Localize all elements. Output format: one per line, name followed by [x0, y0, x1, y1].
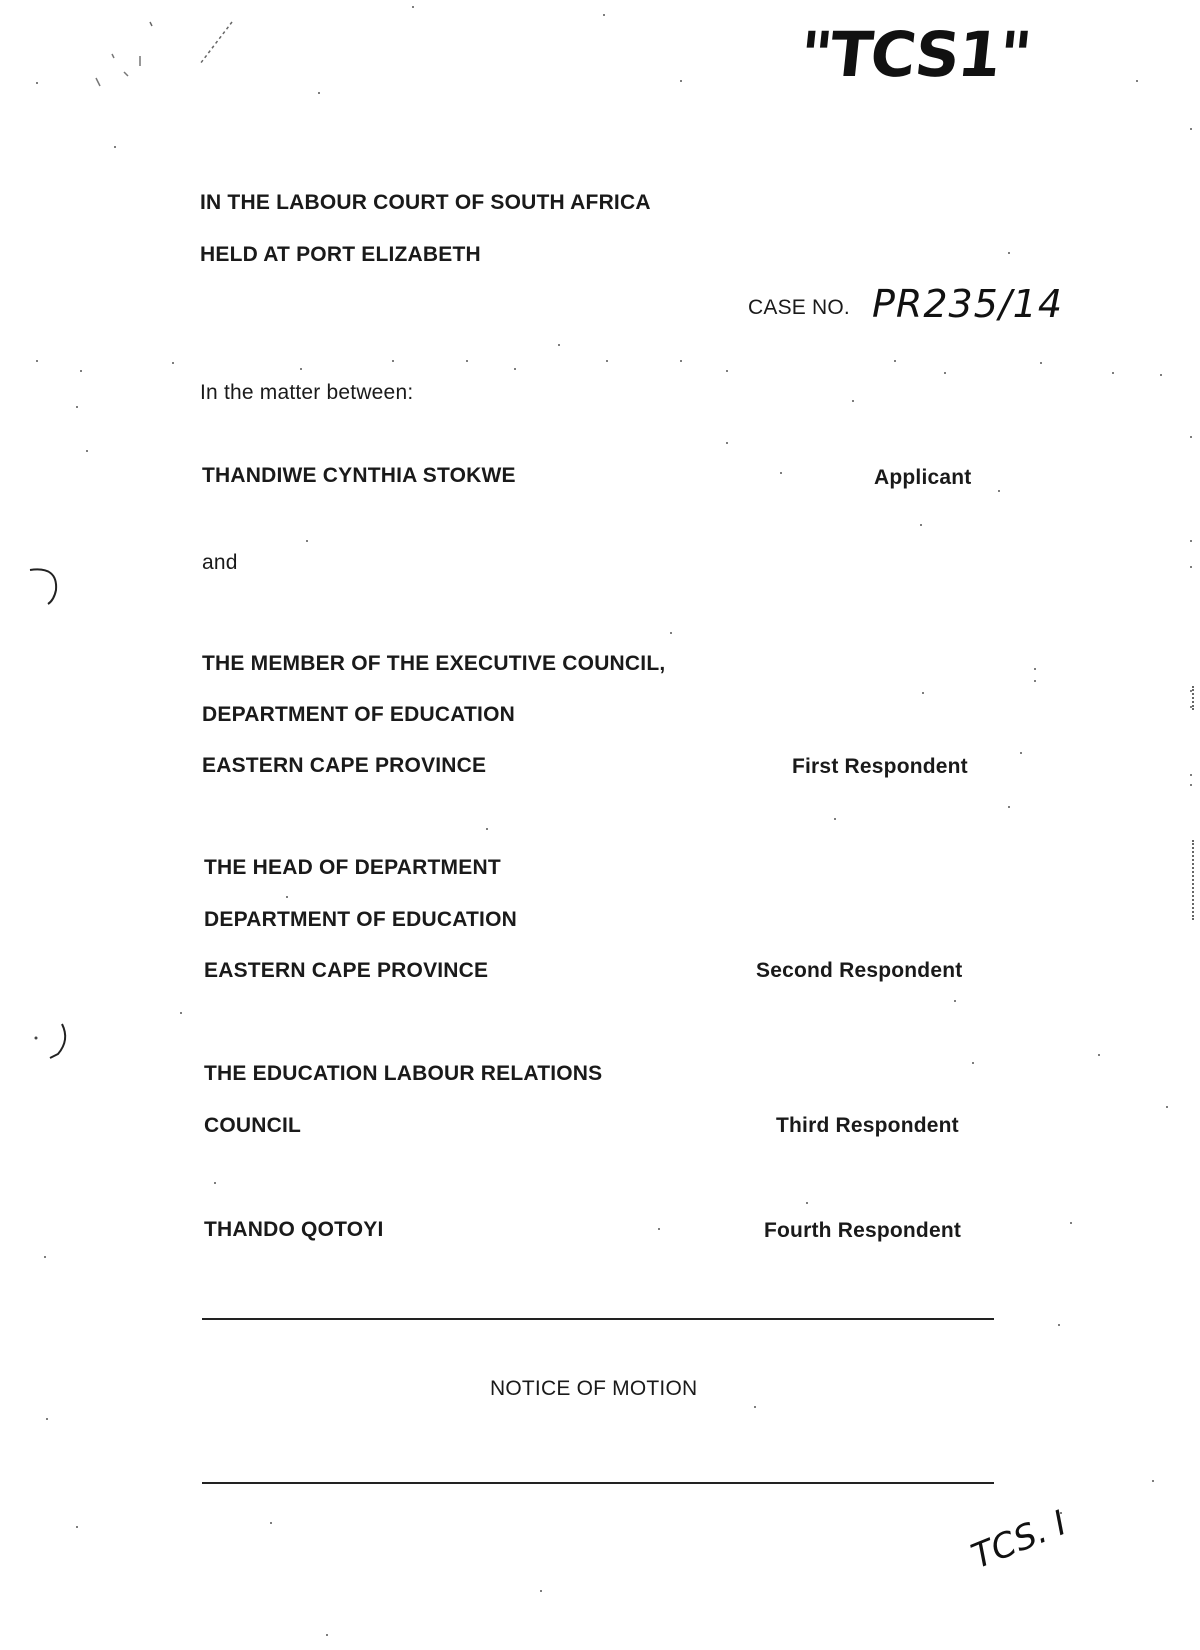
scan-speck: [754, 1406, 756, 1408]
respondent-4-role: Fourth Respondent: [764, 1219, 962, 1242]
scan-speck: [780, 472, 782, 474]
scan-speck: [1058, 1324, 1060, 1326]
scan-speck: [466, 360, 468, 362]
scan-speck: [680, 80, 682, 82]
scan-speck: [1152, 1480, 1154, 1482]
scan-speck: [180, 1012, 182, 1014]
case-number-label: CASE NO.: [748, 296, 850, 319]
scan-speck: [726, 442, 728, 444]
scan-speck: [540, 1590, 542, 1592]
scan-speck: [558, 344, 560, 346]
scan-speck: [1040, 362, 1042, 364]
scan-speck: [852, 400, 854, 402]
scan-speck: [922, 692, 924, 694]
court-location: HELD AT PORT ELIZABETH: [200, 243, 481, 266]
scan-speck: [318, 92, 320, 94]
scan-speck: [1190, 128, 1192, 130]
scan-speck: [1008, 806, 1010, 808]
scan-speck: [172, 362, 174, 364]
scan-speck: [412, 6, 414, 8]
scan-speck: [670, 632, 672, 634]
scan-speck: [680, 360, 682, 362]
scan-speck: [44, 1256, 46, 1258]
respondent-2-line-3: EASTERN CAPE PROVINCE: [204, 959, 489, 982]
scan-speck: [486, 828, 488, 830]
scan-speck: [1166, 1106, 1168, 1108]
scan-speck: [726, 370, 728, 372]
applicant-name: THANDIWE CYNTHIA STOKWE: [202, 464, 516, 487]
exhibit-mark-tcs1: "TCS1": [796, 18, 1034, 91]
scan-speck: [514, 368, 516, 370]
respondent-2-line-1: THE HEAD OF DEPARTMENT: [204, 856, 501, 879]
punch-hole-marks: [0, 0, 90, 1100]
respondent-1-line-3: EASTERN CAPE PROVINCE: [202, 754, 487, 777]
scan-speck: [1190, 774, 1192, 776]
scan-speck: [306, 540, 308, 542]
scan-speck: [1190, 566, 1192, 568]
court-name: IN THE LABOUR COURT OF SOUTH AFRICA: [200, 191, 651, 214]
document-title: NOTICE OF MOTION: [490, 1377, 698, 1400]
scan-speck: [1020, 752, 1022, 754]
scan-speck: [658, 1228, 660, 1230]
handwritten-initials: TCS. I: [966, 1503, 1073, 1578]
respondent-3-role: Third Respondent: [776, 1114, 959, 1137]
top-divider: [202, 1318, 994, 1320]
scan-speck: [834, 818, 836, 820]
scan-speck: [944, 372, 946, 374]
applicant-role: Applicant: [874, 466, 972, 489]
scan-speck: [286, 896, 288, 898]
scan-speck: [972, 1062, 974, 1064]
scan-speck: [270, 1522, 272, 1524]
scan-speck: [76, 1526, 78, 1528]
matter-intro: In the matter between:: [200, 381, 414, 404]
scan-speck: [1136, 80, 1138, 82]
scan-edge-artifact: [1192, 840, 1194, 920]
respondent-1-role: First Respondent: [792, 755, 968, 778]
scan-speck: [603, 14, 605, 16]
respondent-2-line-2: DEPARTMENT OF EDUCATION: [204, 908, 517, 931]
scan-speck: [894, 360, 896, 362]
scan-speck: [326, 1634, 328, 1636]
respondent-1-line-1: THE MEMBER OF THE EXECUTIVE COUNCIL,: [202, 652, 666, 675]
respondent-1-line-2: DEPARTMENT OF EDUCATION: [202, 703, 515, 726]
scan-speck: [300, 368, 302, 370]
respondent-4-line-1: THANDO QOTOYI: [204, 1218, 384, 1241]
scan-speck: [920, 524, 922, 526]
scan-speck: [1160, 374, 1162, 376]
scan-speck: [606, 360, 608, 362]
scan-speck: [806, 1202, 808, 1204]
scan-speck: [46, 1418, 48, 1420]
scan-speck: [214, 1182, 216, 1184]
scan-speck: [998, 490, 1000, 492]
scan-speck: [1190, 540, 1192, 542]
scan-speck: [1034, 668, 1036, 670]
scan-speck: [392, 360, 394, 362]
scan-speck: [1190, 784, 1192, 786]
scan-speck: [954, 1000, 956, 1002]
respondent-3-line-1: THE EDUCATION LABOUR RELATIONS: [204, 1062, 603, 1085]
case-number-handwritten: PR235/14: [872, 282, 1064, 326]
bottom-divider: [202, 1482, 994, 1484]
scan-speck: [1070, 1222, 1072, 1224]
scan-speck: [114, 146, 116, 148]
respondent-2-role: Second Respondent: [756, 959, 963, 982]
scan-speck: [1112, 372, 1114, 374]
scan-edge-artifact: [1192, 686, 1194, 710]
scan-speck: [1034, 680, 1036, 682]
and-conjunction: and: [202, 551, 238, 574]
respondent-3-line-2: COUNCIL: [204, 1114, 302, 1137]
scan-speck: [1098, 1054, 1100, 1056]
scan-speck: [1190, 436, 1192, 438]
scan-speck: [1008, 252, 1010, 254]
